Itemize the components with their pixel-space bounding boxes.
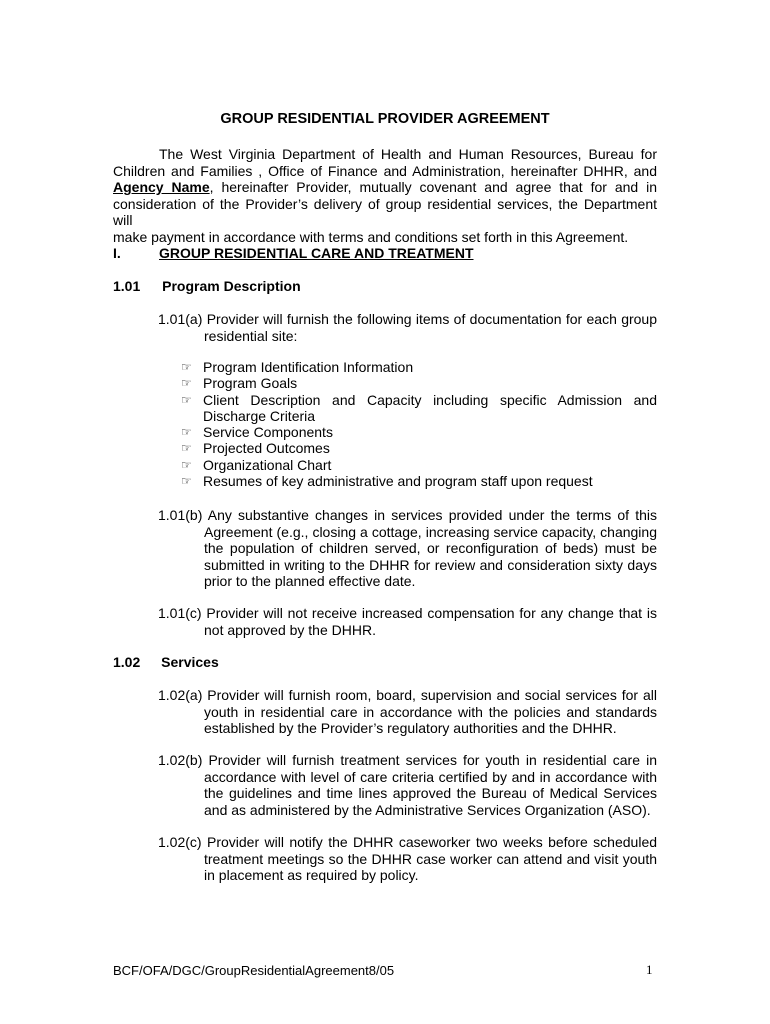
intro-paragraph [113,146,657,245]
item-text: Provider will furnish room, board, supervision and social services for all youth in residential care in accordance with the policies and standards established by the Provider’s regulatory authorities and the DHHR. [204,687,657,736]
item-text: Provider will furnish the following items of documentation for each group residential site: [204,311,658,344]
pointing-hand-icon: ☞ [181,376,192,391]
list-item: ☞ Service Components [181,424,333,441]
pointing-hand-icon: ☞ [181,457,192,472]
item-label: 1.01(a) [158,311,203,327]
item-text: Provider will not receive increased compensation for any change that is not approved by the DHHR. [204,605,657,638]
intro-line: The West Virginia Department of Health and Human Resources, Bureau for [159,146,657,162]
pointing-hand-icon: ☞ [181,425,192,440]
pointing-hand-icon: ☞ [181,360,192,374]
item-102c [158,834,657,884]
item-101a [158,311,657,344]
list-item: ☞ Resumes of key administrative and program staff upon request [181,473,593,490]
list-item: ☞ Projected Outcomes [181,440,330,457]
intro-line [113,179,657,196]
item-label: 1.02(b) [158,752,203,768]
subsection-title: Services [161,654,219,670]
pointing-hand-icon: ☞ [181,392,192,407]
item-101b [158,507,657,590]
intro-line: make payment in accordance with terms and conditions set forth in this Agreement. [113,228,629,245]
intro-line: consideration of the Provider’s delivery of group residential services, the Department will [113,195,657,228]
item-text: Provider will furnish treatment services for youth in residential care in accordance with level of care criteria certified by and in accordance with the guidelines and time lines approved the Bureau of Medical Services and as administered by the Administrative Services Organization (ASO). [204,752,657,818]
subsection-number: 1.01 [113,278,141,294]
intro-line: Children and Families , Office of Finance and Administration, hereinafter DHHR, and [113,162,657,179]
pointing-hand-icon: ☞ [181,474,192,489]
subsection-title: Program Description [162,278,301,294]
intro-line-rest: , hereinafter Provider, mutually covenant and agree that for and in [209,179,658,195]
item-text: Provider will notify the DHHR caseworker two weeks before scheduled treatment meetings so the DHHR case worker can attend and visit youth in placement as required by policy. [204,834,658,883]
subsection-102-heading [113,654,219,670]
item-label: 1.02(a) [158,687,203,703]
subsection-101-heading [113,278,301,294]
item-label: 1.01(c) [158,605,202,621]
subsection-number: 1.02 [113,654,141,670]
list-item: ☞ Program Identification Information [181,359,414,375]
list-item: ☞ Program Goals [181,375,298,392]
list-item: ☞ Organizational Chart [181,456,332,473]
item-label: 1.01(b) [158,507,203,523]
agency-name: Agency Name [113,179,210,195]
item-text: Any substantive changes in services provided under the terms of this Agreement (e.g., closing a cottage, increasing service capacity, changing the population of children served, or reconfiguration of beds) must be submitted in writing to the DHHR for review and consideration sixty days prior to the planned effective date. [204,507,657,589]
document-title: GROUP RESIDENTIAL PROVIDER AGREEMENT [220,111,550,127]
item-label: 1.02(c) [158,834,202,850]
documentation-list [181,359,657,489]
pointing-hand-icon: ☞ [181,441,192,456]
section-number: I. [113,245,121,261]
item-101c [158,605,657,638]
list-item: ☞ Client Description and Capacity including specific Admission and Discharge Criteria [181,391,657,424]
footer-document-id: BCF/OFA/DGC/GroupResidentialAgreement8/05 [113,963,395,978]
page-number: 1 [646,962,653,977]
item-102a [158,687,657,737]
section-title: GROUP RESIDENTIAL CARE AND TREATMENT [159,245,474,261]
item-102b [158,752,657,818]
